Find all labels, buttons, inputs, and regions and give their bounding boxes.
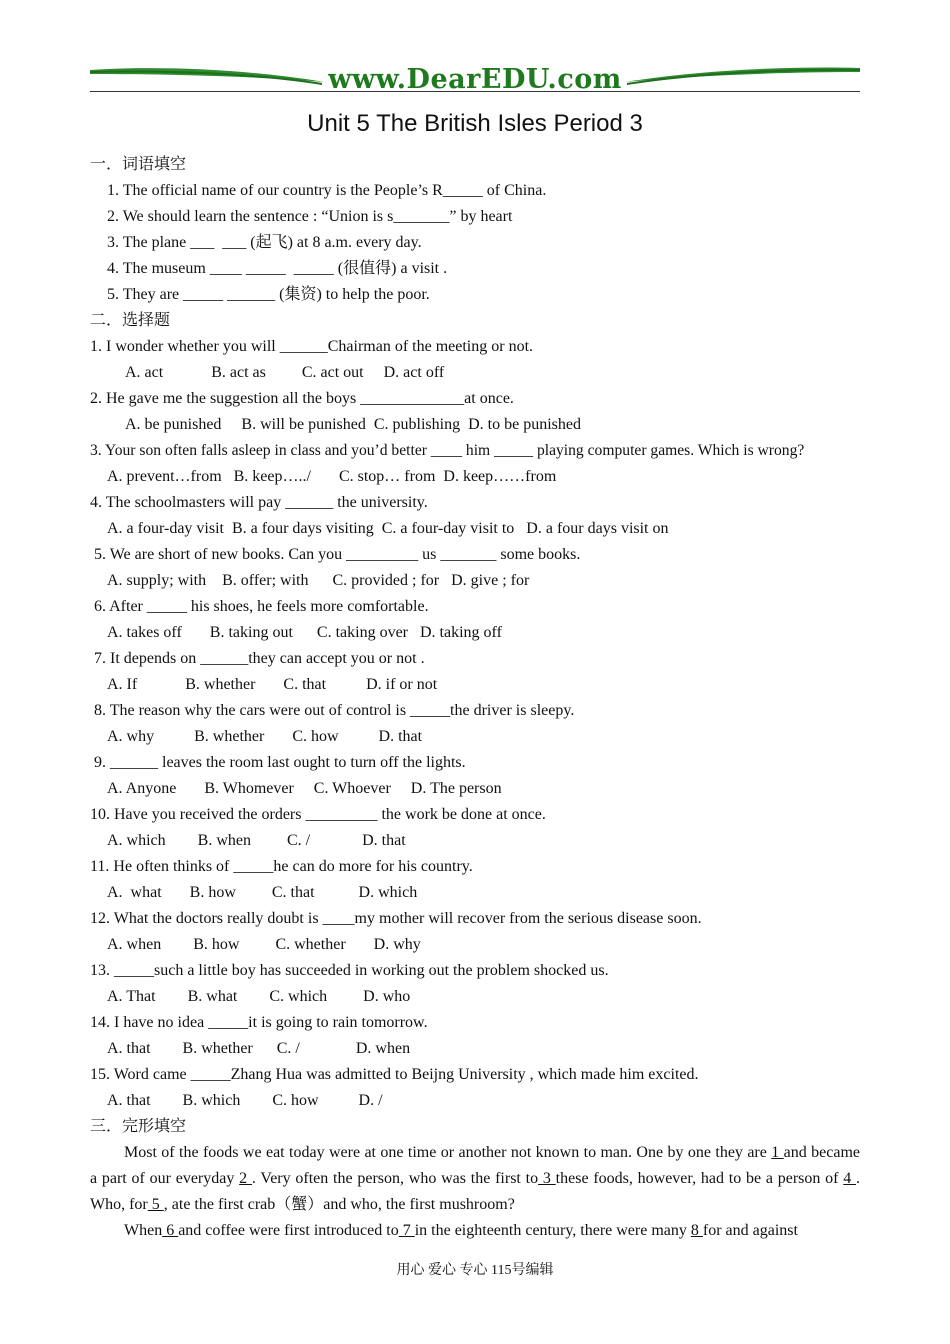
cloze-text: Most of the foods we eat today were at one time or another not known to man. One by one they are: [124, 1144, 772, 1161]
cloze-blank: 8: [690, 1222, 703, 1239]
cloze-paragraph-1: [90, 1140, 860, 1218]
options: A. that B. which C. how D. /: [107, 1092, 383, 1109]
vocab-item: 3. The plane ___ ___ (起飞) at 8 a.m. every day.: [107, 234, 422, 251]
site-logo-text: www.DearEDU.com: [328, 64, 622, 95]
question: 4. The schoolmasters will pay ______ the university.: [90, 494, 428, 511]
cloze-text: for and against: [702, 1222, 798, 1239]
cloze-blank: 1: [771, 1144, 784, 1161]
page-title: Unit 5 The British Isles Period 3: [307, 110, 643, 137]
question: 1. I wonder whether you will ______Chairman of the meeting or not.: [90, 338, 534, 355]
question: 2. He gave me the suggestion all the boys _____________at once.: [90, 390, 514, 407]
options: A. If B. whether C. that D. if or not: [107, 676, 438, 693]
options: A. which B. when C. / D. that: [107, 832, 406, 849]
options: A. that B. whether C. / D. when: [107, 1040, 411, 1057]
section-heading-vocab: 一．词语填空: [90, 156, 187, 173]
cloze-text: . Who, for: [90, 1170, 861, 1213]
question: 13. _____such a little boy has succeeded in working out the problem shocked us.: [90, 962, 609, 979]
cloze-text: these foods, however, had to be a person of: [555, 1170, 844, 1187]
vocab-item: 2. We should learn the sentence : “Union is s_______” by heart: [107, 208, 513, 225]
options: A. why B. whether C. how D. that: [107, 728, 423, 745]
page-footer: 用心 爱心 专心 115号编辑: [396, 1263, 554, 1278]
options: A. when B. how C. whether D. why: [107, 936, 421, 953]
cloze-paragraph-2: [90, 1218, 860, 1244]
cloze-blank: 3: [538, 1170, 556, 1187]
options: A. takes off B. taking out C. taking over D. taking off: [107, 624, 502, 641]
question: 15. Word came _____Zhang Hua was admitted to Beijng University , which made him excited.: [90, 1066, 699, 1083]
question: 3. Your son often falls asleep in class and you’d better ____ him _____ playing computer games. Which is wrong?: [90, 442, 805, 459]
header-rule: [90, 91, 860, 92]
section-heading-cloze: 三．完形填空: [90, 1118, 187, 1135]
question: 14. I have no idea _____it is going to rain tomorrow.: [90, 1014, 428, 1031]
cloze-text: and coffee were first introduced to: [178, 1222, 399, 1239]
vocab-item: 4. The museum ____ _____ _____ (很值得) a visit .: [107, 260, 448, 277]
options: A. prevent…from B. keep…../ C. stop… from D. keep……from: [107, 468, 557, 485]
section-heading-choice: 二．选择题: [90, 312, 171, 329]
question: 11. He often thinks of _____he can do more for his country.: [90, 858, 473, 875]
cloze-text: and became a part of our everyday: [90, 1144, 861, 1187]
options: A. That B. what C. which D. who: [107, 988, 411, 1005]
question: 5. We are short of new books. Can you _________ us _______ some books.: [94, 546, 581, 563]
options: A. be punished B. will be punished C. publishing D. to be punished: [125, 416, 581, 433]
question: 7. It depends on ______they can accept you or not .: [94, 650, 425, 667]
cloze-blank: 6: [162, 1222, 179, 1239]
cloze-text: . Very often the person, who was the first to: [251, 1170, 539, 1187]
cloze-blank: 2: [239, 1170, 252, 1187]
question: 6. After _____ his shoes, he feels more comfortable.: [94, 598, 429, 615]
cloze-text: When: [124, 1222, 163, 1239]
question: 12. What the doctors really doubt is ____my mother will recover from the serious disease soon.: [90, 910, 702, 927]
question: 10. Have you received the orders _________ the work be done at once.: [90, 806, 546, 823]
cloze-blank: 7: [398, 1222, 415, 1239]
vocab-item: 1. The official name of our country is the People’s R_____ of China.: [107, 182, 547, 199]
cloze-text: , ate the first crab（蟹）and who, the first mushroom?: [163, 1196, 515, 1213]
question: 9. ______ leaves the room last ought to turn off the lights.: [94, 754, 466, 771]
options: A. a four-day visit B. a four days visiting C. a four-day visit to D. a four days visit on: [107, 520, 669, 537]
cloze-blank: 5: [147, 1196, 164, 1213]
options: A. what B. how C. that D. which: [107, 884, 418, 901]
vocab-item: 5. They are _____ ______ (集资) to help the poor.: [107, 286, 430, 303]
options: A. act B. act as C. act out D. act off: [125, 364, 445, 381]
cloze-blank: 4: [843, 1170, 857, 1187]
cloze-text: in the eighteenth century, there were many: [414, 1222, 691, 1239]
question: 8. The reason why the cars were out of control is _____the driver is sleepy.: [94, 702, 575, 719]
options: A. supply; with B. offer; with C. provided ; for D. give ; for: [107, 572, 530, 589]
options: A. Anyone B. Whomever C. Whoever D. The person: [107, 780, 502, 797]
